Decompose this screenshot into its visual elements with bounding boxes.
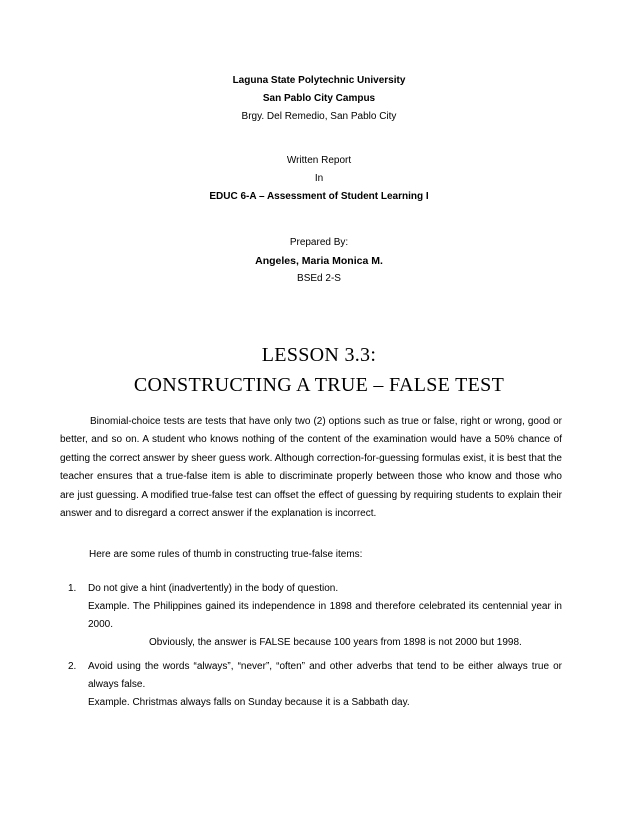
intro-paragraph: Binomial-choice tests are tests that have only two (2) options such as true or false, right or wrong, good or better, and so on. A student who knows nothing of the content of the examination would have a 50% chance of getting the correct answer by sheer guess work. Although correction-for-guessing formulas exist, it is best that the teacher ensures that a true-false item is able to discriminate properly between those who know and those who are just guessing. A modified true-false test can offset the effect of guessing by requiring students to explain their answer and to disregard a correct answer if the explanation is incorrect.	[60, 416, 562, 520]
rule-example: Example. The Philippines gained its independence in 1898 and therefore celebrated its centennial year in 2000.	[88, 601, 562, 630]
course-title: EDUC 6-A – Assessment of Student Learning I	[209, 191, 429, 202]
rule-item	[88, 658, 562, 712]
rule-text: Avoid using the words “always”, “never”, “often” and other adverbs that tend to be either always true or always false.	[88, 661, 562, 690]
rule-number: 1.	[68, 583, 77, 594]
rule-item	[88, 580, 562, 652]
rule-note: Obviously, the answer is FALSE because 100 years from 1898 is not 2000 but 1998.	[149, 637, 522, 648]
report-in: In	[314, 173, 324, 184]
rule-example: Example. Christmas always falls on Sunday because it is a Sabbath day.	[88, 697, 410, 708]
report-type: Written Report	[286, 155, 352, 166]
university-name: Laguna State Polytechnic University	[232, 75, 406, 86]
prepared-label: Prepared By:	[289, 237, 349, 248]
rule-number: 2.	[68, 661, 77, 672]
rules-intro: Here are some rules of thumb in constructing true-false items:	[89, 549, 363, 560]
author-name: Angeles, Maria Monica M.	[255, 255, 383, 267]
lesson-number: LESSON 3.3:	[261, 344, 377, 366]
rule-text: Do not give a hint (inadvertently) in the body of question.	[88, 583, 339, 594]
lesson-title: CONSTRUCTING A TRUE – FALSE TEST	[133, 374, 505, 396]
campus-name: San Pablo City Campus	[262, 93, 376, 104]
campus-address: Brgy. Del Remedio, San Pablo City	[241, 111, 397, 122]
author-section: BSEd 2-S	[297, 273, 341, 284]
